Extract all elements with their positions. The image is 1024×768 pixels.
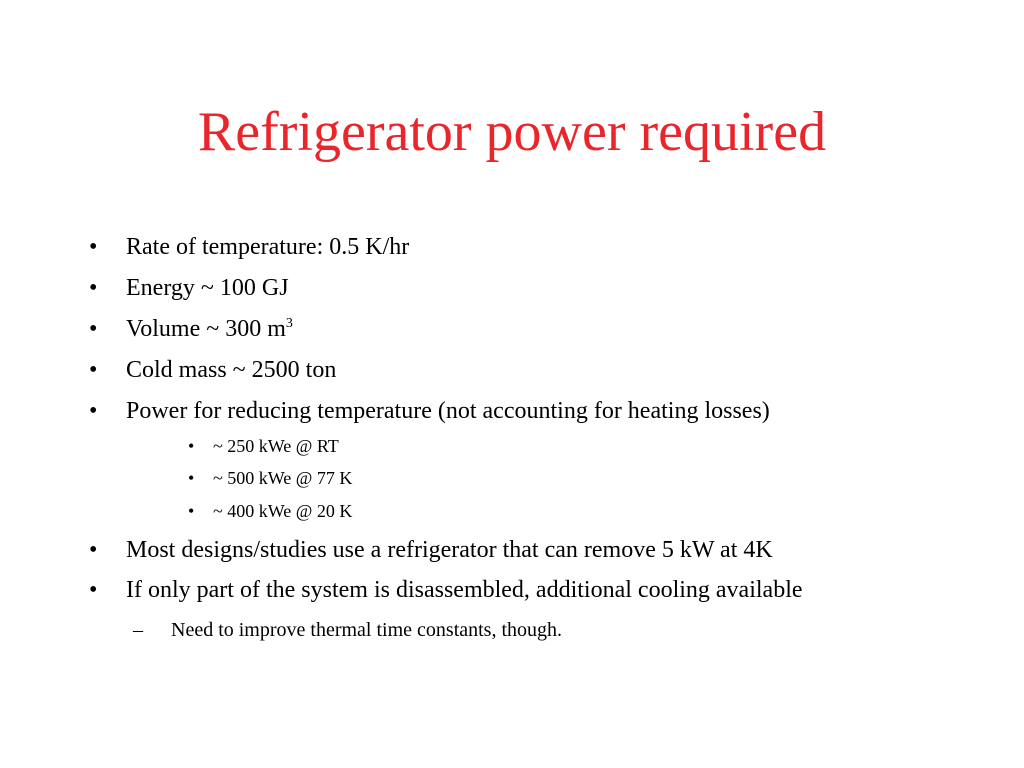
bullet-marker: • <box>89 398 98 424</box>
bullet-energy <box>89 274 289 302</box>
slide-title: Refrigerator power required <box>197 101 827 163</box>
bullet-volume <box>89 315 293 343</box>
superscript: 3 <box>285 316 293 331</box>
dash-marker: – <box>133 619 143 641</box>
bullet-designs <box>89 536 773 564</box>
bullet-marker: • <box>188 501 195 521</box>
bullet-power <box>89 397 770 425</box>
bullet-text: Most designs/studies use a refrigerator that can remove 5 kW at 4K <box>126 537 773 563</box>
bullet-text: ~ 250 kWe @ RT <box>213 436 339 456</box>
bullet-partial-system <box>89 576 803 604</box>
bullet-text: Cold mass ~ 2500 ton <box>126 357 337 383</box>
sub-bullet-77k <box>188 467 353 489</box>
bullet-text: Need to improve thermal time constants, though. <box>171 619 563 641</box>
bullet-marker: • <box>89 577 98 603</box>
bullet-marker: • <box>89 357 98 383</box>
bullet-marker: • <box>89 275 98 301</box>
bullet-text: If only part of the system is disassembled, additional cooling available <box>126 577 803 603</box>
bullet-marker: • <box>188 468 195 488</box>
bullet-text: Volume ~ 300 m <box>126 316 286 342</box>
bullet-text: ~ 400 kWe @ 20 K <box>213 501 353 521</box>
sub-bullet-thermal <box>133 618 563 642</box>
sub-bullet-rt <box>188 435 339 457</box>
bullet-text: Rate of temperature: 0.5 K/hr <box>126 234 410 260</box>
bullet-marker: • <box>188 436 195 456</box>
bullet-rate <box>89 233 410 261</box>
bullet-marker: • <box>89 537 98 563</box>
bullet-text: Power for reducing temperature (not accounting for heating losses) <box>126 398 770 424</box>
sub-bullet-20k <box>188 500 353 522</box>
bullet-cold-mass <box>89 356 337 384</box>
bullet-marker: • <box>89 234 98 260</box>
bullet-text: Energy ~ 100 GJ <box>126 275 289 301</box>
bullet-text: ~ 500 kWe @ 77 K <box>213 468 353 488</box>
bullet-marker: • <box>89 316 98 342</box>
